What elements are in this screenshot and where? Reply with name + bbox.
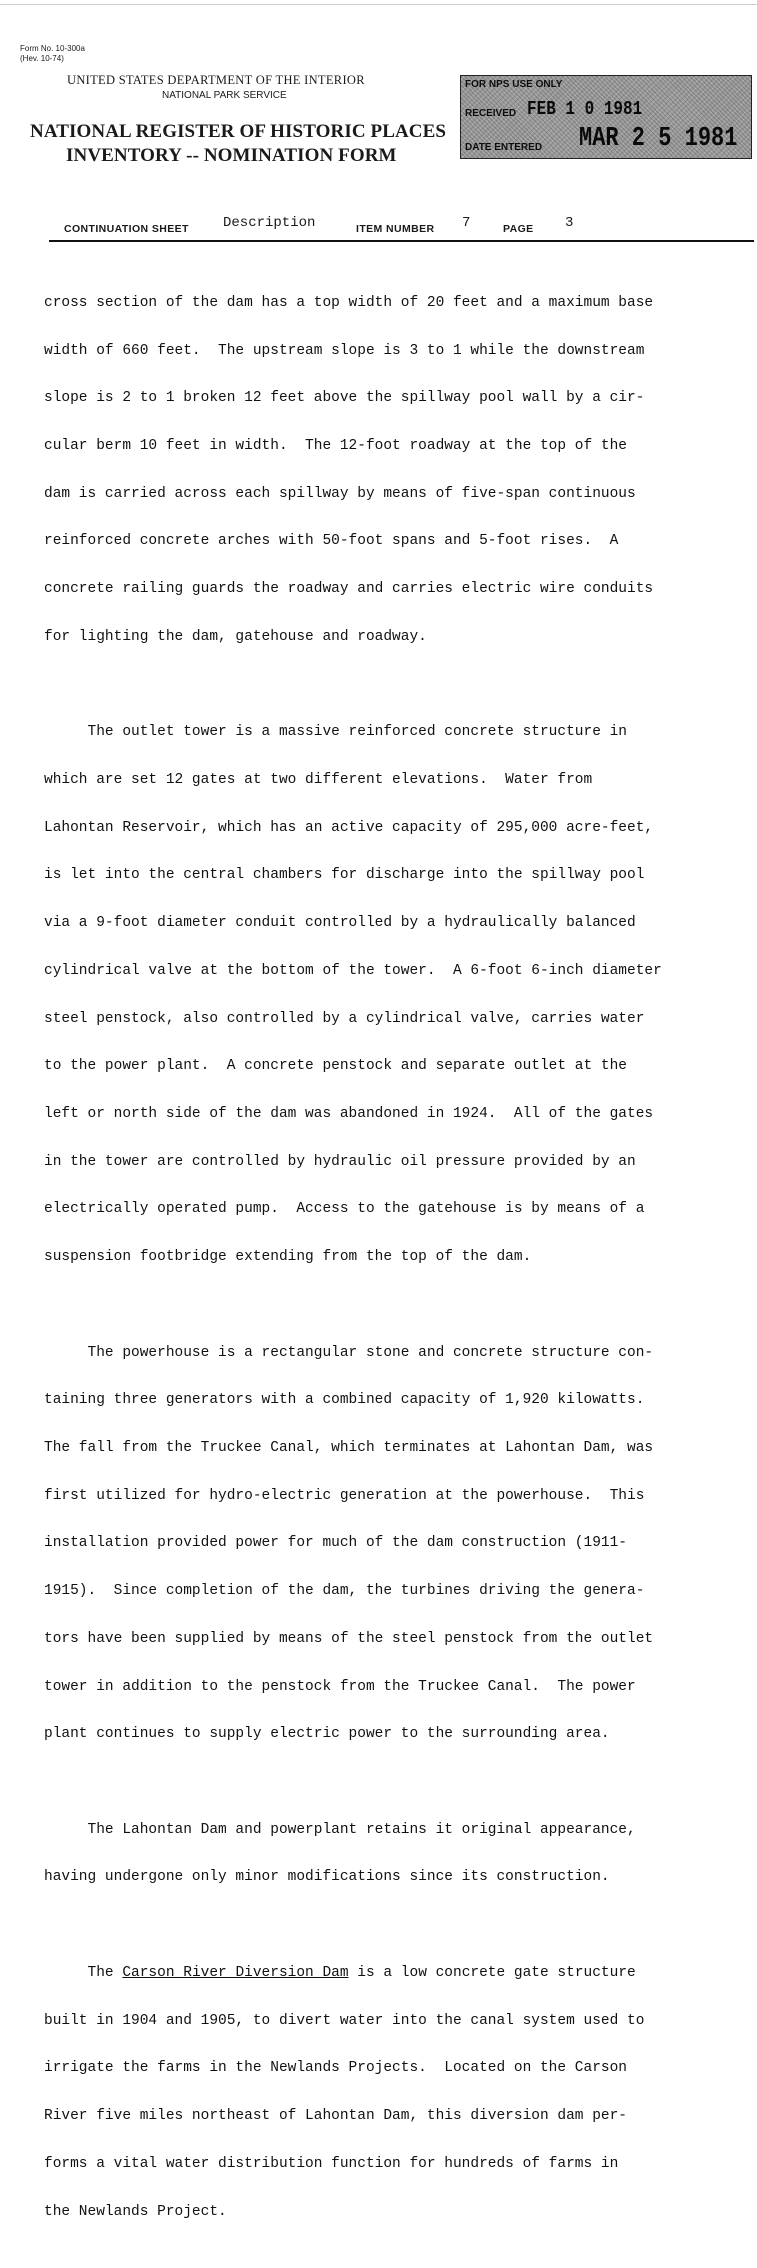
paragraph-powerhouse	[44, 1314, 734, 1775]
received-date-stamp: FEB 1 0 1981	[527, 98, 643, 120]
form-revision-line: (Hev. 10-74)	[20, 54, 64, 63]
text-line: forms a vital water distribution function for hundreds of farms in	[44, 2155, 619, 2172]
text-line: which are set 12 gates at two different elevations. Water from	[44, 771, 593, 788]
text-line: cylindrical valve at the bottom of the tower. A 6-foot 6-inch diameter	[44, 962, 662, 979]
continuation-sheet-label: CONTINUATION SHEET	[64, 223, 189, 235]
item-number-label: ITEM NUMBER	[356, 223, 435, 235]
form-title-line-1: NATIONAL REGISTER OF HISTORIC PLACES	[30, 121, 447, 142]
item-number-value: 7	[462, 215, 471, 231]
text-fragment: The	[44, 1964, 123, 1981]
text-line: to the power plant. A concrete penstock and separate outlet at the	[44, 1058, 627, 1075]
page-number-value: 3	[565, 215, 574, 231]
paragraph-carson-river-diversion-dam	[44, 1934, 734, 2252]
text-line: steel penstock, also controlled by a cylindrical valve, carries water	[44, 1010, 645, 1027]
text-line: in the tower are controlled by hydraulic oil pressure provided by an	[44, 1153, 636, 1170]
text-line: width of 660 feet. The upstream slope is 3 to 1 while the downstream	[44, 342, 645, 359]
text-line: The powerhouse is a rectangular stone and concrete structure con-	[44, 1344, 654, 1361]
text-line: The Lahontan Dam and powerplant retains it original appearance,	[44, 1821, 636, 1838]
continuation-sheet-value: Description	[223, 215, 316, 231]
text-line: cular berm 10 feet in width. The 12-foot roadway at the top of the	[44, 437, 627, 454]
top-border-line	[0, 4, 757, 5]
text-line: irrigate the farms in the Newlands Projects. Located on the Carson	[44, 2060, 627, 2077]
text-line: for lighting the dam, gatehouse and roadway.	[44, 628, 427, 645]
nps-use-only-stamp-box	[460, 75, 752, 159]
text-line: via a 9-foot diameter conduit controlled by a hydraulically balanced	[44, 915, 636, 932]
text-line: slope is 2 to 1 broken 12 feet above the spillway pool wall by a cir-	[44, 390, 645, 407]
text-line: River five miles northeast of Lahontan Dam, this diversion dam per-	[44, 2108, 627, 2125]
text-line: built in 1904 and 1905, to divert water into the canal system used to	[44, 2012, 645, 2029]
text-line	[44, 1966, 734, 1982]
stamp-label-date-entered: DATE ENTERED	[465, 142, 543, 153]
text-line: first utilized for hydro-electric generation at the powerhouse. This	[44, 1487, 645, 1504]
text-fragment: is a low concrete gate structure	[348, 1964, 636, 1981]
text-line: left or north side of the dam was abandoned in 1924. All of the gates	[44, 1106, 654, 1123]
form-number	[20, 44, 85, 64]
carson-river-diversion-dam-underlined: Carson River Diversion Dam	[122, 1964, 349, 1981]
stamp-label-nps-use: FOR NPS USE ONLY	[465, 79, 563, 90]
page-label: PAGE	[503, 223, 534, 235]
department-name: UNITED STATES DEPARTMENT OF THE INTERIOR	[67, 73, 365, 87]
text-line: cross section of the dam has a top width of 20 feet and a maximum base	[44, 294, 654, 311]
text-line: Lahontan Reservoir, which has an active capacity of 295,000 acre-feet,	[44, 819, 654, 836]
text-line: having undergone only minor modifications since its construction.	[44, 1869, 610, 1886]
text-line: tower in addition to the penstock from the Truckee Canal. The power	[44, 1678, 636, 1695]
text-line: tors have been supplied by means of the steel penstock from the outlet	[44, 1630, 654, 1647]
text-line: suspension footbridge extending from the top of the dam.	[44, 1249, 532, 1266]
stamp-label-received: RECEIVED	[465, 108, 517, 119]
entered-date-stamp: MAR 2 5 1981	[579, 123, 738, 154]
paragraph-outlet-tower	[44, 693, 734, 1297]
text-line: installation provided power for much of the dam construction (1911-	[44, 1535, 627, 1552]
form-title-line-2: INVENTORY -- NOMINATION FORM	[66, 145, 397, 166]
text-line: concrete railing guards the roadway and carries electric wire conduits	[44, 581, 654, 598]
header-divider-line	[49, 240, 754, 242]
text-line: plant continues to supply electric power to the surrounding area.	[44, 1726, 610, 1743]
text-line: The fall from the Truckee Canal, which terminates at Lahontan Dam, was	[44, 1440, 654, 1457]
paragraph-original-appearance	[44, 1791, 734, 1918]
text-line: the Newlands Project.	[44, 2203, 227, 2220]
description-body	[44, 264, 734, 2268]
text-line: 1915). Since completion of the dam, the turbines driving the genera-	[44, 1583, 645, 1600]
paragraph-dam-structure	[44, 264, 734, 678]
text-line: The outlet tower is a massive reinforced concrete structure in	[44, 724, 627, 741]
form-number-line: Form No. 10-300a	[20, 44, 85, 53]
text-line: taining three generators with a combined capacity of 1,920 kilowatts.	[44, 1392, 645, 1409]
continuation-sheet-bar	[64, 214, 754, 240]
text-line: reinforced concrete arches with 50-foot spans and 5-foot rises. A	[44, 533, 619, 550]
text-line: electrically operated pump. Access to the gatehouse is by means of a	[44, 1201, 645, 1218]
text-line: is let into the central chambers for discharge into the spillway pool	[44, 867, 645, 884]
text-line: dam is carried across each spillway by means of five-span continuous	[44, 485, 636, 502]
agency-name: NATIONAL PARK SERVICE	[162, 90, 287, 101]
